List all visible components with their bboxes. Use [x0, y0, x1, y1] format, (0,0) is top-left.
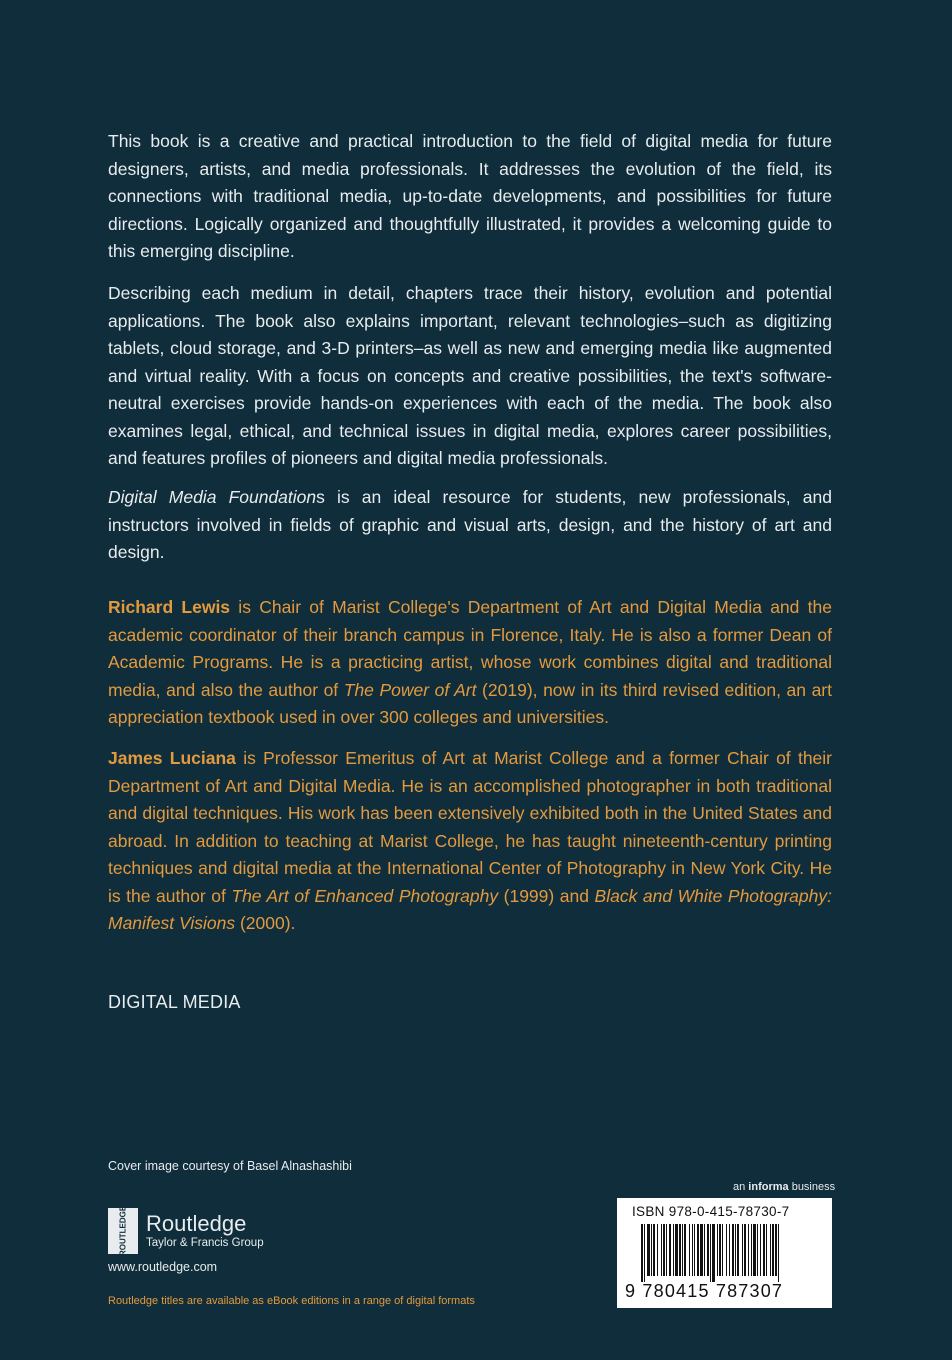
- author-bio-richard-lewis: [108, 594, 832, 732]
- bio-text: is Professor Emeritus of Art at Marist College and a former Chair of their Department of Art and Digital Media. He is an accomplished photographer in both traditional and digital techniques. His work has been extensively exhibited both in the United States and abroad. In addition to teaching at Marist College, he has taught nineteenth-century printing techniques and digital media at the International Center of Photography in New York City. He is the author of: [108, 748, 832, 906]
- barcode-bar: [760, 1224, 761, 1276]
- description-text: s is an ideal resource for students, new professionals, and instructors involved in fields of graphic and visual arts, design, and the history of art and design.: [108, 487, 832, 562]
- informa-brand: informa: [748, 1181, 789, 1193]
- logo-mark-text: ROUTLEDGE: [118, 1205, 128, 1257]
- description-paragraph-2: Describing each medium in detail, chapters trace their history, evolution and potential applications. The book also explains important, relevant technologies–such as digitizing tablets, cloud storage, and 3-D printers–as well as new and emerging media like augmented and virtual reality. With a focus on concepts and creative possibilities, the text's software-neutral exercises provide hands-on experiences with each of the media. The book also examines legal, ethical, and technical issues in digital media, explores career possibilities, and features profiles of pioneers and digital media professionals.: [108, 283, 832, 468]
- book-title: The Power of Art: [343, 679, 477, 700]
- description-paragraph-1: This book is a creative and practical introduction to the field of digital media for future designers, artists, and media professionals. It addresses the evolution of the field, its connections with traditional media, up-to-date developments, and possibilities for future directions. Logically organized and thoughtfully illustrated, it provides a welcoming guide to this emerging discipline.: [108, 131, 832, 261]
- informa-tagline: [733, 1181, 835, 1193]
- bio-text: is Chair of Marist College's Department of Art and Digital Media and the academic coordinator of their branch campus in Florence, Italy. He is also a former Dean of Academic Programs. He is a practicing artist, whose work combines digital and traditional media, and also the author of: [108, 597, 832, 700]
- barcode-bar: [704, 1224, 705, 1276]
- bio-text: (2000).: [235, 913, 296, 933]
- barcode-bar: [673, 1224, 674, 1276]
- barcode-bar: [763, 1224, 765, 1276]
- barcode-bar: [732, 1224, 734, 1276]
- barcode-bar: [775, 1224, 777, 1276]
- author-bio-james-luciana: [108, 745, 832, 938]
- barcode-bar: [717, 1224, 718, 1276]
- barcode-bar: [653, 1224, 655, 1276]
- book-title: Black and White Photography: Manifest Visions: [108, 885, 832, 933]
- barcode-bar: [694, 1224, 695, 1276]
- barcode-bar: [647, 1224, 650, 1276]
- barcode-bar: [661, 1224, 662, 1276]
- publisher-name: Routledge: [146, 1211, 247, 1236]
- barcode-bar: [689, 1224, 690, 1276]
- bio-text: (2019), now in its third revised edition, an art appreciation textbook used in over 300 colleges and universities.: [108, 679, 832, 727]
- isbn-barcode: [617, 1198, 832, 1308]
- book-title: Digital Media Foundation: [108, 487, 317, 507]
- routledge-logo-icon: [108, 1205, 138, 1257]
- publisher-group: Taylor & Francis Group: [146, 1237, 264, 1249]
- barcode-bar: [766, 1224, 767, 1276]
- barcode-bar: [757, 1224, 758, 1276]
- barcode-bar: [692, 1224, 693, 1276]
- barcode-bar: [663, 1224, 665, 1276]
- cover-image-credit: Cover image courtesy of Basel Alnashashibi: [108, 1159, 352, 1173]
- informa-prefix: an: [733, 1181, 749, 1193]
- author-name: Richard Lewis: [108, 597, 231, 617]
- barcode-bar: [751, 1224, 752, 1276]
- barcode-bar: [735, 1224, 736, 1276]
- barcode-bar: [770, 1224, 771, 1276]
- barcode-bar: [707, 1224, 709, 1276]
- publisher-website[interactable]: www.routledge.com: [108, 1260, 218, 1274]
- barcode-bar: [666, 1224, 667, 1276]
- barcode-bar: [679, 1224, 681, 1276]
- barcode-bar: [722, 1224, 723, 1276]
- barcode-bar: [644, 1224, 645, 1282]
- barcode-bar: [710, 1224, 711, 1282]
- barcode-bar: [682, 1224, 683, 1276]
- ebook-note: Routledge titles are available as eBook editions in a range of digital formats: [108, 1295, 475, 1307]
- barcode-bar: [753, 1224, 756, 1276]
- author-name: James Luciana: [108, 748, 236, 768]
- subject-category: DIGITAL MEDIA: [108, 992, 241, 1012]
- bio-text: (1999) and: [498, 885, 595, 906]
- barcode-bar: [712, 1224, 715, 1282]
- barcode-bar: [748, 1224, 749, 1276]
- barcode-bar: [772, 1224, 774, 1276]
- barcode-bar: [684, 1224, 686, 1276]
- barcode-bar: [700, 1224, 703, 1276]
- barcode-bar: [729, 1224, 730, 1276]
- barcode-bar: [726, 1224, 727, 1276]
- barcode-bar: [669, 1224, 671, 1276]
- barcode-bar: [742, 1224, 743, 1276]
- barcode-bar: [778, 1224, 779, 1282]
- informa-suffix: business: [788, 1181, 836, 1193]
- barcode-digits: 9 780415 787307: [625, 1281, 784, 1301]
- barcode-bars: [641, 1224, 827, 1282]
- description-paragraph-3: [108, 484, 832, 567]
- barcode-bar: [675, 1224, 678, 1276]
- routledge-logo: [108, 1205, 264, 1257]
- barcode-bar: [719, 1224, 721, 1276]
- barcode-bar: [651, 1224, 652, 1276]
- barcode-bar: [641, 1224, 643, 1282]
- barcode-bar: [737, 1224, 739, 1276]
- barcode-bar: [697, 1224, 699, 1276]
- isbn-label: ISBN 978-0-415-78730-7: [632, 1204, 790, 1219]
- barcode-bar: [744, 1224, 746, 1276]
- book-title: The Art of Enhanced Photography: [231, 885, 499, 906]
- barcode-bar: [657, 1224, 658, 1276]
